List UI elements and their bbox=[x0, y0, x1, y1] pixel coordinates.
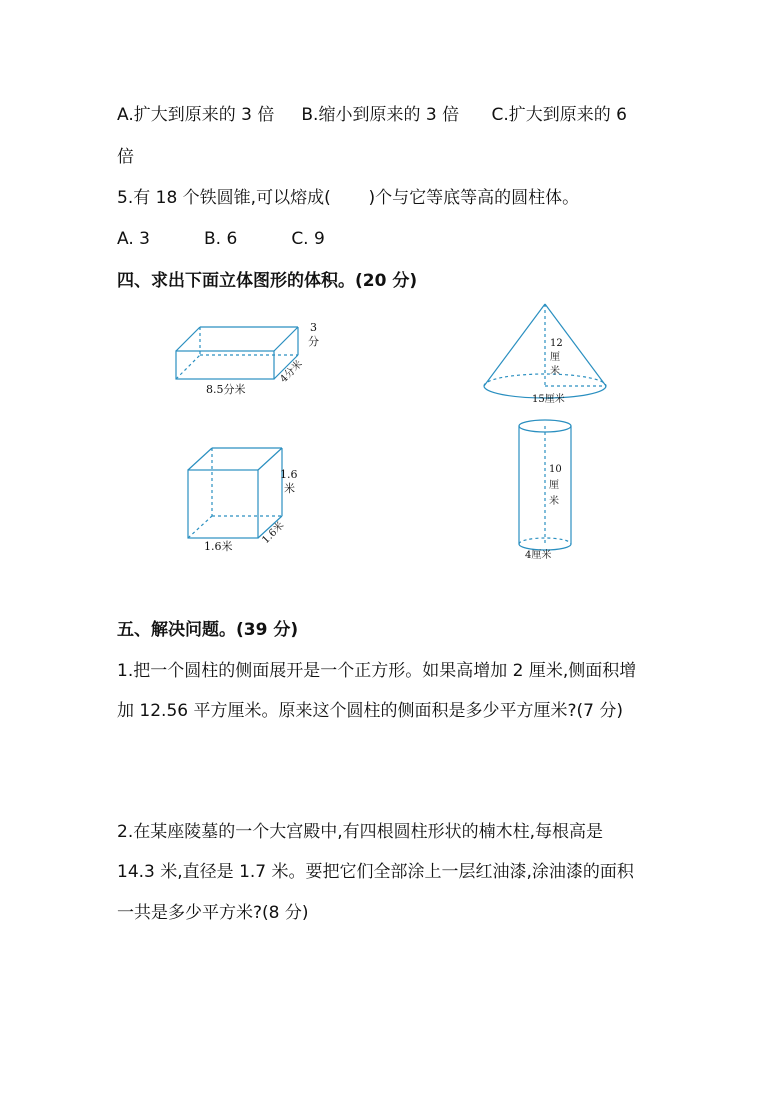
cylinder-figure bbox=[505, 410, 595, 565]
section5-title: 五、解决问题。(39 分) bbox=[117, 620, 299, 640]
problem2-line1: 2.在某座陵墓的一个大宫殿中,有四根圆柱形状的楠木柱,每根高是 bbox=[117, 822, 604, 842]
cylinder-height-unit1: 厘 bbox=[549, 480, 559, 491]
cuboid-height-unit: 分 bbox=[308, 335, 319, 348]
q4-options-wrap: 倍 bbox=[117, 147, 134, 167]
q5-options: A. 3 B. 6 C. 9 bbox=[117, 229, 325, 249]
problem1-line1: 1.把一个圆柱的侧面展开是一个正方形。如果高增加 2 厘米,侧面积增 bbox=[117, 661, 637, 681]
cone-height-num: 12 bbox=[550, 338, 563, 349]
cube-depth-label: 1.6米 bbox=[260, 520, 287, 547]
cube-height-num: 1.6 bbox=[280, 468, 298, 481]
cuboid-height-num: 3 bbox=[310, 321, 317, 334]
cone-diameter-label: 15厘米 bbox=[532, 394, 565, 405]
problem2-line2: 14.3 米,直径是 1.7 米。要把它们全部涂上一层红油漆,涂油漆的面积 bbox=[117, 862, 634, 882]
cube-height-unit: 米 bbox=[284, 482, 295, 495]
problem1-line2: 加 12.56 平方厘米。原来这个圆柱的侧面积是多少平方厘米?(7 分) bbox=[117, 701, 623, 721]
cylinder-height-num: 10 bbox=[549, 464, 562, 475]
cylinder-diameter-label: 4厘米 bbox=[525, 550, 552, 561]
cube-figure bbox=[178, 440, 313, 555]
cuboid-figure bbox=[160, 315, 330, 405]
cone-height-unit2: 米 bbox=[550, 366, 560, 377]
cube-bottom-label: 1.6米 bbox=[204, 540, 233, 553]
problem2-line3: 一共是多少平方米?(8 分) bbox=[117, 903, 309, 923]
q5-stem: 5.有 18 个铁圆锥,可以熔成( )个与它等底等高的圆柱体。 bbox=[117, 188, 580, 208]
cylinder-height-unit2: 米 bbox=[549, 496, 559, 507]
section4-title: 四、求出下面立体图形的体积。(20 分) bbox=[117, 271, 418, 291]
q4-options: A.扩大到原来的 3 倍 B.缩小到原来的 3 倍 C.扩大到原来的 6 bbox=[117, 105, 627, 125]
cone-height-unit1: 厘 bbox=[550, 352, 560, 363]
cuboid-length-label: 8.5分米 bbox=[206, 383, 246, 396]
cuboid-width-label: 4分米 bbox=[278, 358, 305, 386]
cone-figure bbox=[478, 298, 618, 408]
